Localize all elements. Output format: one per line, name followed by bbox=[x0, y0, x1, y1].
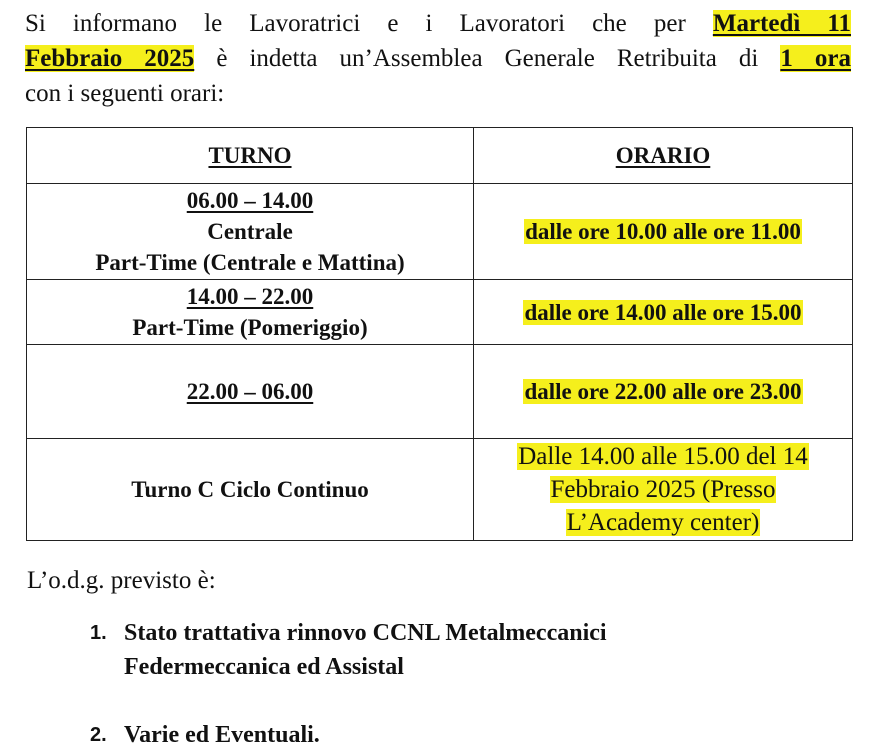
assembly-time: dalle ore 14.00 alle ore 15.00 bbox=[524, 299, 802, 325]
orario-cell bbox=[474, 184, 853, 280]
table-row bbox=[27, 439, 853, 541]
list-item bbox=[90, 616, 607, 684]
list-item-text: Varie ed Eventuali. bbox=[124, 722, 320, 748]
meeting-date-day: Martedì 11 bbox=[712, 10, 851, 37]
header-turno: TURNO bbox=[27, 128, 474, 184]
intro-line-1 bbox=[25, 6, 851, 41]
turno-cell bbox=[27, 439, 474, 541]
shift-time: 22.00 – 06.00 bbox=[186, 379, 314, 404]
assembly-time: dalle ore 10.00 alle ore 11.00 bbox=[525, 219, 801, 244]
intro-mid-text: è indetta un’Assemblea Generale Retribuita di bbox=[216, 45, 759, 72]
intro-line-3: con i seguenti orari: bbox=[25, 80, 225, 107]
intro-line-2 bbox=[25, 41, 851, 76]
header-orario: ORARIO bbox=[474, 128, 853, 184]
table-row bbox=[27, 345, 853, 439]
shift-time: 06.00 – 14.00 bbox=[186, 188, 314, 213]
agenda-list bbox=[90, 616, 607, 752]
assembly-time-line: Febbraio 2025 (Presso bbox=[550, 476, 776, 503]
intro-paragraph bbox=[25, 6, 851, 111]
turno-cell bbox=[27, 345, 474, 439]
shift-label: Part-Time (Pomeriggio) bbox=[132, 315, 368, 340]
turno-cell bbox=[27, 280, 474, 345]
shift-label: Turno C Ciclo Continuo bbox=[131, 477, 369, 502]
orario-cell bbox=[474, 439, 853, 541]
agenda-label: L’o.d.g. previsto è: bbox=[27, 567, 216, 594]
list-item-number: 1. bbox=[90, 622, 107, 644]
assembly-time-line: L’Academy center) bbox=[566, 509, 760, 536]
schedule-table bbox=[26, 127, 853, 541]
shift-label: Centrale bbox=[207, 219, 293, 244]
intro-text: Si informano le Lavoratrici e i Lavoratori che per bbox=[25, 10, 686, 37]
shift-label: Part-Time (Centrale e Mattina) bbox=[95, 250, 405, 275]
table-header-row bbox=[27, 128, 853, 184]
meeting-duration: 1 ora bbox=[780, 45, 851, 72]
orario-cell bbox=[474, 280, 853, 345]
table-row bbox=[27, 280, 853, 345]
shift-time: 14.00 – 22.00 bbox=[186, 284, 314, 309]
orario-cell bbox=[474, 345, 853, 439]
table-row bbox=[27, 184, 853, 280]
assembly-time: dalle ore 22.00 alle ore 23.00 bbox=[524, 379, 802, 404]
turno-cell bbox=[27, 184, 474, 280]
list-item bbox=[90, 718, 607, 752]
meeting-date-month: Febbraio 2025 bbox=[25, 45, 195, 72]
list-item-text: Stato trattativa rinnovo CCNL Metalmeccanici Federmeccanica ed Assistal bbox=[124, 620, 607, 680]
list-item-number: 2. bbox=[90, 724, 107, 746]
assembly-time-line: Dalle 14.00 alle 15.00 del 14 bbox=[518, 443, 808, 470]
